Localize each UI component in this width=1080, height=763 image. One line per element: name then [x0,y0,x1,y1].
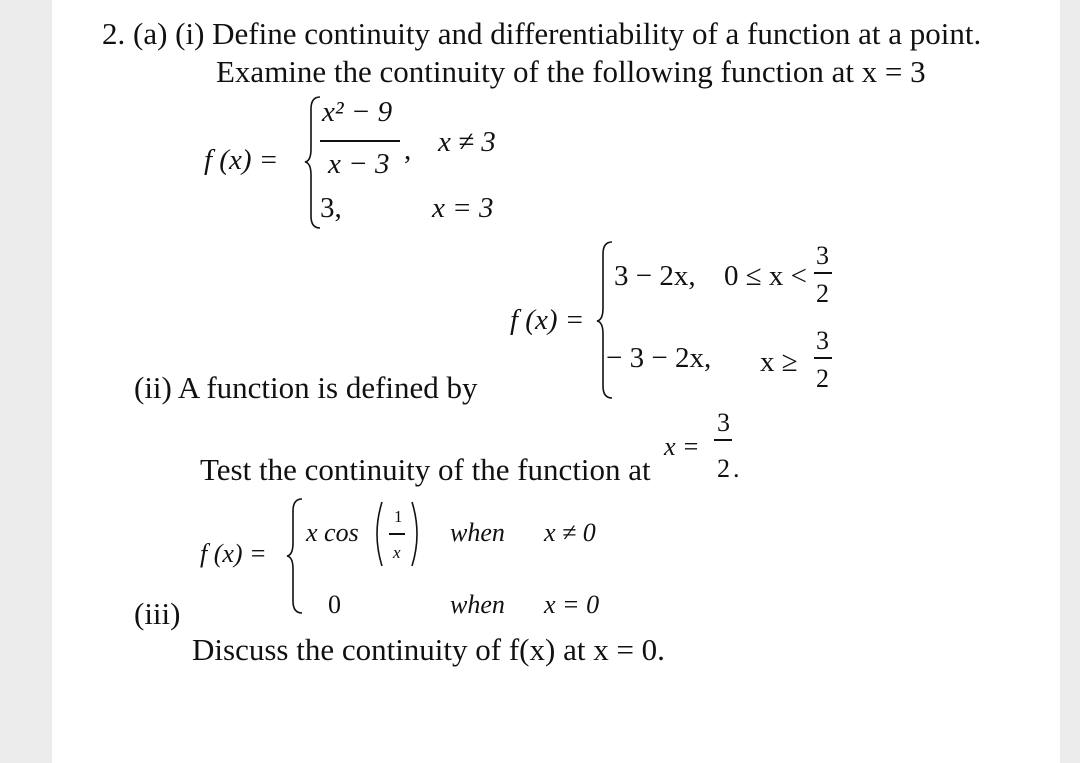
f2-case-1: 3 − 2x, [614,260,696,292]
f1-condition-1: x ≠ 3 [438,126,496,158]
f1-case-2: 3, [320,192,342,224]
question-header: 2. (a) (i) Define continuity and differentiability of a function at a point. [102,16,982,51]
f3-case-2: 0 [328,590,341,619]
part-ii-period: . [733,454,740,483]
f3-inner-bar [389,533,405,535]
f2-case-2: − 3 − 2x, [606,342,712,374]
f3-left-brace [286,497,304,615]
document-page [52,0,1060,763]
f2-condition-1: 0 ≤ x < [724,260,808,292]
f1-numerator: x² − 9 [322,96,393,128]
f2-cond2-frac-bar [814,357,832,359]
f2-condition-2: x ≥ [760,346,798,378]
part-ii-at-den: 2 [717,454,730,483]
part-ii-at-x: x = [664,432,700,461]
f1-comma: , [404,134,412,166]
f2-lhs: f (x) = [510,304,585,336]
f2-cond2-frac-num: 3 [816,326,829,355]
examine-line: Examine the continuity of the following function at x = 3 [216,54,926,89]
f3-when-2: when [450,590,505,619]
f2-cond1-frac-bar [814,272,832,274]
f3-inner-num: 1 [394,507,403,526]
f1-lhs: f (x) = [204,144,279,176]
part-ii-test-line: Test the continuity of the function at [200,452,651,487]
f1-denominator: x − 3 [328,148,390,180]
part-ii-at-num: 3 [717,408,730,437]
f3-lhs: f (x) = [200,539,267,568]
part-ii-at-bar [714,439,732,441]
f2-cond2-frac-den: 2 [816,364,829,393]
f2-left-brace [596,240,614,400]
f1-condition-2: x = 3 [432,192,494,224]
f3-condition-2: x = 0 [544,590,600,619]
f1-fraction-bar [320,140,400,142]
part-iii-label: (iii) [134,596,181,631]
f2-cond1-frac-num: 3 [816,241,829,270]
part-ii-label: (ii) A function is defined by [134,370,478,405]
f2-cond1-frac-den: 2 [816,279,829,308]
part-iii-discuss: Discuss the continuity of f(x) at x = 0. [192,632,665,667]
f3-case-1-xcos: x cos [306,518,359,547]
f3-condition-1: x ≠ 0 [544,518,596,547]
f3-inner-den: x [393,543,401,562]
f3-when-1: when [450,518,505,547]
